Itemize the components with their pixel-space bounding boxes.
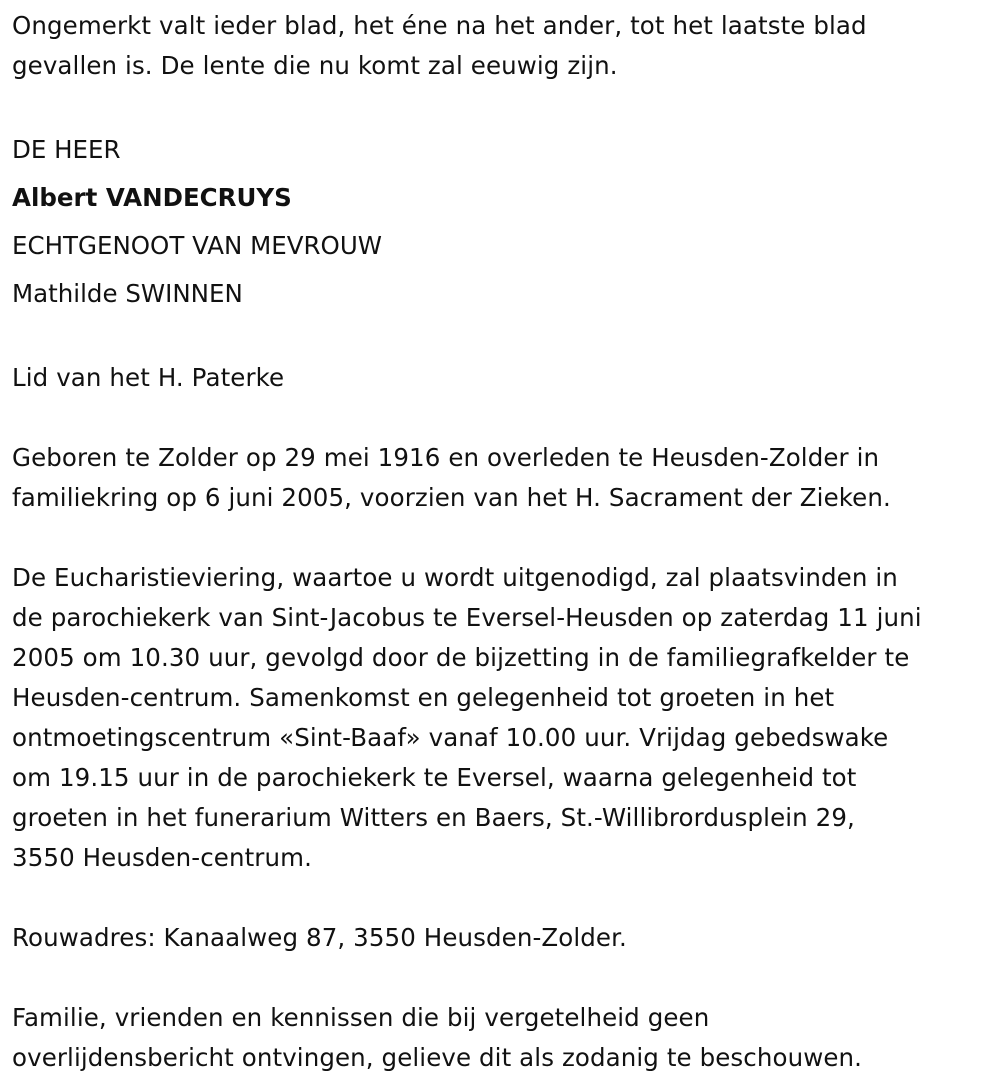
- intro-line-2: gevallen is. De lente die nu komt zal eeuwig zijn.: [12, 51, 618, 80]
- ceremony-line-3: 2005 om 10.30 uur, gevolgd door de bijzetting in de familiegrafkelder te: [12, 643, 910, 672]
- birth-death-line-1: Geboren te Zolder op 29 mei 1916 en overleden te Heusden-Zolder in: [12, 443, 880, 472]
- birth-death-line-2: familiekring op 6 juni 2005, voorzien van het H. Sacrament der Zieken.: [12, 483, 891, 512]
- ceremony-line-6: om 19.15 uur in de parochiekerk te Eversel, waarna gelegenheid tot: [12, 763, 857, 792]
- announcement-block: [12, 126, 988, 318]
- closing-line-2: overlijdensbericht ontvingen, gelieve dit als zodanig te beschouwen.: [12, 1043, 863, 1072]
- membership-paragraph: [12, 358, 988, 398]
- spacer: [12, 318, 988, 358]
- spacer: [12, 86, 988, 126]
- ceremony-paragraph: [12, 558, 988, 878]
- ceremony-line-7: groeten in het funerarium Witters en Baers, St.-Willibrordusplein 29,: [12, 803, 855, 832]
- ceremony-line-4: Heusden-centrum. Samenkomst en gelegenheid tot groeten in het: [12, 683, 835, 712]
- membership-line: Lid van het H. Paterke: [12, 363, 285, 392]
- spacer: [12, 958, 988, 998]
- ceremony-line-5: ontmoetingscentrum «Sint-Baaf» vanaf 10.00 uur. Vrijdag gebedswake: [12, 723, 889, 752]
- address-line: Rouwadres: Kanaalweg 87, 3550 Heusden-Zolder.: [12, 923, 627, 952]
- title-line: DE HEER: [12, 135, 121, 164]
- closing-line-1: Familie, vrienden en kennissen die bij vergetelheid geen: [12, 1003, 710, 1032]
- address-paragraph: [12, 918, 988, 958]
- deceased-name: Albert VANDECRUYS: [12, 183, 292, 212]
- ceremony-line-8: 3550 Heusden-centrum.: [12, 843, 312, 872]
- intro-quote: [12, 6, 988, 86]
- intro-line-1: Ongemerkt valt ieder blad, het éne na het ander, tot het laatste blad: [12, 11, 867, 40]
- ceremony-line-1: De Eucharistieviering, waartoe u wordt uitgenodigd, zal plaatsvinden in: [12, 563, 898, 592]
- spouse-name: Mathilde SWINNEN: [12, 279, 243, 308]
- relation-line: ECHTGENOOT VAN MEVROUW: [12, 231, 383, 260]
- birth-death-paragraph: [12, 438, 988, 518]
- closing-paragraph: [12, 998, 988, 1078]
- ceremony-line-2: de parochiekerk van Sint-Jacobus te Eversel-Heusden op zaterdag 11 juni: [12, 603, 922, 632]
- spacer: [12, 878, 988, 918]
- spacer: [12, 518, 988, 558]
- spacer: [12, 398, 988, 438]
